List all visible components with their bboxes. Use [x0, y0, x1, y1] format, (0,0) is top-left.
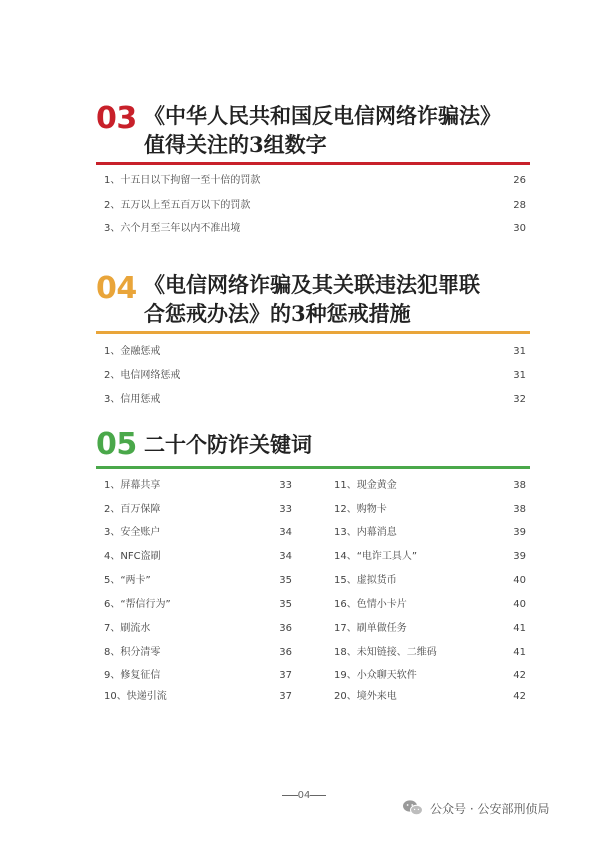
toc-page-number: 37	[279, 670, 292, 681]
toc-item[interactable]: 11、现金黄金	[334, 480, 397, 491]
section-05-heading	[96, 426, 530, 462]
section-number: 05	[96, 427, 137, 462]
watermark	[402, 798, 549, 818]
toc-item[interactable]: 14、“电诈工具人”	[334, 551, 418, 562]
toc-page-number: 41	[513, 647, 526, 658]
page-number-dash	[282, 795, 298, 796]
section-title-line: 《中华人民共和国反电信网络诈骗法》	[144, 103, 501, 128]
toc-item[interactable]: 15、虚拟货币	[334, 575, 397, 586]
toc-page-number: 33	[279, 480, 292, 491]
toc-page-number: 42	[513, 691, 526, 702]
toc-page-number: 39	[513, 551, 526, 562]
toc-page-number: 36	[279, 623, 292, 634]
toc-item[interactable]: 8、积分清零	[104, 647, 161, 658]
toc-page-number: 39	[513, 527, 526, 538]
toc-page-number: 36	[279, 647, 292, 658]
toc-item[interactable]: 2、百万保障	[104, 504, 161, 515]
section-title-line: 合惩戒办法》的3种惩戒措施	[144, 301, 411, 326]
toc-page-number: 38	[513, 504, 526, 515]
toc-item[interactable]: 3、安全账户	[104, 527, 161, 538]
page-number	[268, 789, 340, 803]
section-title-line: 《电信网络诈骗及其关联违法犯罪联	[144, 272, 480, 297]
toc-item[interactable]: 1、十五日以下拘留一至十倍的罚款	[104, 175, 261, 186]
toc-item[interactable]: 2、电信网络惩戒	[104, 370, 181, 381]
toc-page-number: 31	[513, 370, 526, 381]
wechat-icon	[402, 799, 424, 817]
watermark-text: 公众号 · 公安部刑侦局	[430, 801, 550, 816]
toc-page-number: 32	[513, 394, 526, 405]
toc-item[interactable]: 2、五万以上至五百万以下的罚款	[104, 200, 251, 211]
toc-item[interactable]: 1、屏幕共享	[104, 480, 161, 491]
toc-item[interactable]: 20、境外来电	[334, 691, 397, 702]
toc-page-number: 42	[513, 670, 526, 681]
toc-item[interactable]: 5、“两卡”	[104, 575, 151, 586]
section-05	[96, 426, 530, 702]
section-divider	[96, 162, 530, 165]
page-number-dash	[310, 795, 326, 796]
toc-item[interactable]: 16、色情小卡片	[334, 599, 407, 610]
section-03	[96, 98, 530, 234]
page-number-text: 04	[297, 790, 311, 801]
toc-page-number: 26	[513, 175, 526, 186]
toc-item[interactable]: 7、刷流水	[104, 623, 151, 634]
section-divider	[96, 466, 530, 469]
toc-page-number: 40	[513, 599, 526, 610]
toc-page-number: 38	[513, 480, 526, 491]
section-04	[96, 270, 530, 405]
toc-item[interactable]: 13、内幕消息	[334, 527, 397, 538]
section-divider	[96, 331, 530, 334]
toc-item[interactable]: 18、未知链接、二维码	[334, 647, 437, 658]
toc-item[interactable]: 6、“帮信行为”	[104, 599, 171, 610]
toc-item[interactable]: 3、六个月至三年以内不准出境	[104, 223, 241, 234]
toc-page-number: 28	[513, 200, 526, 211]
toc-item[interactable]: 10、快递引流	[104, 691, 167, 702]
section-number: 03	[96, 101, 137, 136]
section-title	[144, 101, 530, 159]
section-03-heading	[96, 98, 530, 162]
toc-page-number: 35	[279, 575, 292, 586]
toc-item[interactable]: 17、刷单做任务	[334, 623, 407, 634]
section-title	[144, 270, 530, 328]
toc-page-number: 35	[279, 599, 292, 610]
section-title	[144, 430, 530, 459]
section-number: 04	[96, 271, 137, 306]
toc-page-number: 31	[513, 346, 526, 357]
toc-page-number: 41	[513, 623, 526, 634]
toc-item[interactable]: 19、小众聊天软件	[334, 670, 417, 681]
toc-item[interactable]: 1、金融惩戒	[104, 346, 161, 357]
toc-page-number: 30	[513, 223, 526, 234]
toc-page-number: 33	[279, 504, 292, 515]
toc-page-number: 34	[279, 551, 292, 562]
toc-item[interactable]: 3、信用惩戒	[104, 394, 161, 405]
section-title-line: 二十个防诈关键词	[144, 432, 312, 457]
section-title-line: 值得关注的3组数字	[144, 132, 327, 157]
section-04-heading	[96, 270, 530, 330]
toc-item[interactable]: 4、NFC盗刷	[104, 551, 161, 562]
toc-item[interactable]: 12、购物卡	[334, 504, 387, 515]
toc-page-number: 37	[279, 691, 292, 702]
toc-page-number: 40	[513, 575, 526, 586]
toc-item[interactable]: 9、修复征信	[104, 670, 161, 681]
toc-page-number: 34	[279, 527, 292, 538]
